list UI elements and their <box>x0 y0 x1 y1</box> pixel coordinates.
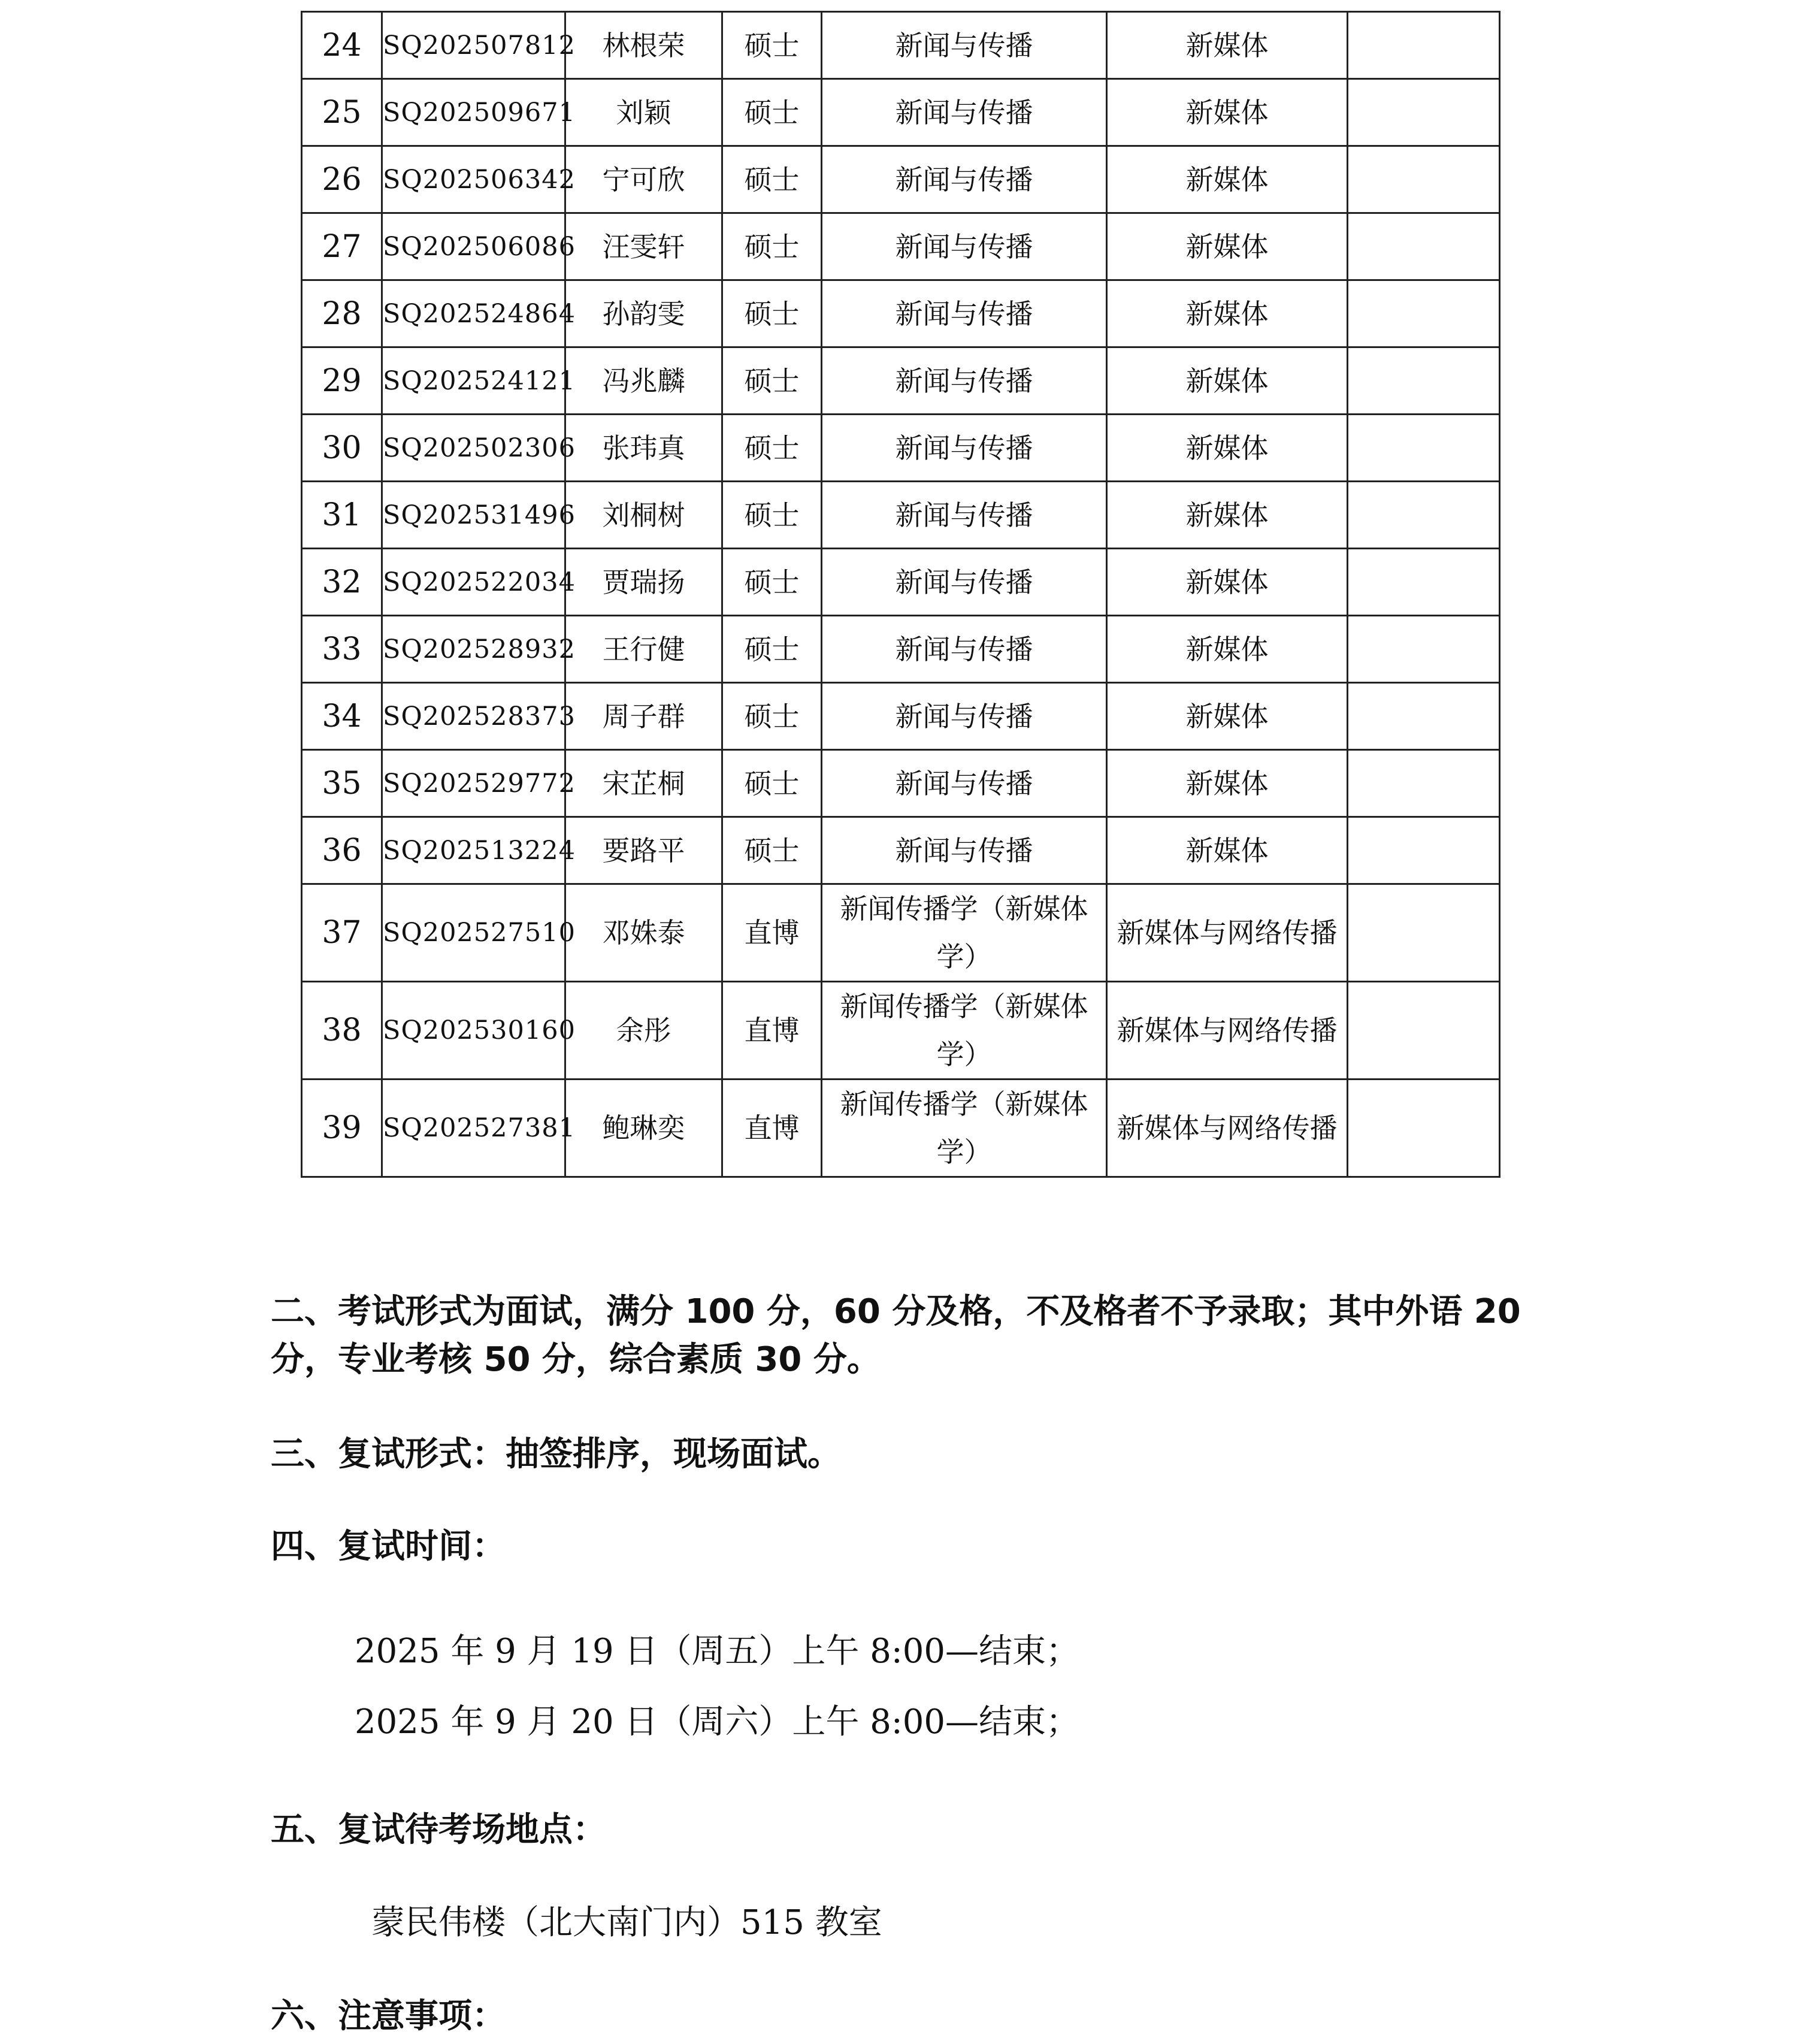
exam-format-text: 二、考试形式为面试，满分 100 分，60 分及格，不及格者不予录取；其中外语 20 分，专业考核 50 分，综合素质 30 分。 <box>271 1292 1533 1379</box>
cell-degree-type: 硕士 <box>722 750 822 817</box>
cell-name: 冯兆麟 <box>565 347 722 415</box>
table-row <box>302 347 1500 415</box>
cell-direction: 新媒体 <box>1107 280 1348 347</box>
cell-direction: 新媒体 <box>1107 683 1348 750</box>
cell-number: 32 <box>302 549 382 616</box>
cell-name: 宋芷桐 <box>565 750 722 817</box>
cell-direction: 新媒体 <box>1107 146 1348 213</box>
cell-applicant-id: SQ202524121 <box>382 347 565 415</box>
cell-number: 28 <box>302 280 382 347</box>
cell-number: 36 <box>302 817 382 884</box>
candidate-table-body <box>302 12 1500 1177</box>
cell-degree-type: 硕士 <box>722 683 822 750</box>
cell-degree-type: 硕士 <box>722 817 822 884</box>
table-row <box>302 982 1500 1080</box>
table-row <box>302 213 1500 280</box>
cell-degree-type: 硕士 <box>722 79 822 146</box>
table-row <box>302 482 1500 549</box>
cell-degree-type: 硕士 <box>722 549 822 616</box>
cell-program: 新闻传播学（新媒体学） <box>822 982 1107 1080</box>
cell-note <box>1348 884 1500 982</box>
notes-heading: 六、注意事项： <box>271 1997 506 2036</box>
cell-program: 新闻与传播 <box>822 750 1107 817</box>
cell-degree-type: 直博 <box>722 884 822 982</box>
candidate-table-container <box>301 11 1499 1178</box>
cell-note <box>1348 12 1500 79</box>
location-text: 蒙民伟楼（北大南门内）515 教室 <box>371 1903 882 1942</box>
cell-degree-type: 硕士 <box>722 12 822 79</box>
cell-applicant-id: SQ202522034 <box>382 549 565 616</box>
cell-number: 27 <box>302 213 382 280</box>
cell-note <box>1348 347 1500 415</box>
cell-number: 24 <box>302 12 382 79</box>
cell-applicant-id: SQ202506086 <box>382 213 565 280</box>
candidate-table <box>301 11 1500 1178</box>
cell-direction: 新媒体 <box>1107 347 1348 415</box>
cell-degree-type: 硕士 <box>722 213 822 280</box>
cell-direction: 新媒体 <box>1107 750 1348 817</box>
cell-name: 王行健 <box>565 616 722 683</box>
cell-program: 新闻与传播 <box>822 683 1107 750</box>
cell-name: 汪雯轩 <box>565 213 722 280</box>
cell-program: 新闻传播学（新媒体学） <box>822 884 1107 982</box>
cell-direction: 新媒体 <box>1107 213 1348 280</box>
cell-program: 新闻与传播 <box>822 347 1107 415</box>
table-row <box>302 884 1500 982</box>
cell-name: 要路平 <box>565 817 722 884</box>
cell-name: 刘桐树 <box>565 482 722 549</box>
cell-program: 新闻与传播 <box>822 12 1107 79</box>
cell-degree-type: 直博 <box>722 1080 822 1177</box>
cell-program: 新闻与传播 <box>822 415 1107 482</box>
cell-note <box>1348 817 1500 884</box>
cell-number: 35 <box>302 750 382 817</box>
retest-time-day2: 2025 年 9 月 20 日（周六）上午 8:00—结束； <box>355 1703 1079 1741</box>
table-row <box>302 280 1500 347</box>
table-row <box>302 683 1500 750</box>
cell-program: 新闻与传播 <box>822 213 1107 280</box>
table-row <box>302 1080 1500 1177</box>
cell-applicant-id: SQ202527510 <box>382 884 565 982</box>
table-row <box>302 12 1500 79</box>
cell-name: 林根荣 <box>565 12 722 79</box>
cell-applicant-id: SQ202502306 <box>382 415 565 482</box>
cell-name: 贾瑞扬 <box>565 549 722 616</box>
cell-direction: 新媒体与网络传播 <box>1107 982 1348 1080</box>
cell-applicant-id: SQ202530160 <box>382 982 565 1080</box>
cell-applicant-id: SQ202507812 <box>382 12 565 79</box>
cell-direction: 新媒体 <box>1107 79 1348 146</box>
cell-number: 26 <box>302 146 382 213</box>
cell-program: 新闻与传播 <box>822 616 1107 683</box>
cell-direction: 新媒体 <box>1107 12 1348 79</box>
cell-note <box>1348 982 1500 1080</box>
retest-time-day1: 2025 年 9 月 19 日（周五）上午 8:00—结束； <box>355 1632 1079 1671</box>
cell-note <box>1348 146 1500 213</box>
cell-number: 34 <box>302 683 382 750</box>
cell-degree-type: 硕士 <box>722 415 822 482</box>
retest-format-text: 三、复试形式：抽签排序，现场面试。 <box>271 1435 841 1474</box>
cell-applicant-id: SQ202528932 <box>382 616 565 683</box>
cell-program: 新闻与传播 <box>822 549 1107 616</box>
cell-note <box>1348 1080 1500 1177</box>
table-row <box>302 616 1500 683</box>
cell-name: 周子群 <box>565 683 722 750</box>
cell-name: 孙韵雯 <box>565 280 722 347</box>
table-row <box>302 549 1500 616</box>
cell-name: 鲍琳奕 <box>565 1080 722 1177</box>
cell-note <box>1348 79 1500 146</box>
cell-number: 37 <box>302 884 382 982</box>
cell-applicant-id: SQ202506342 <box>382 146 565 213</box>
cell-name: 刘颖 <box>565 79 722 146</box>
cell-note <box>1348 280 1500 347</box>
cell-direction: 新媒体 <box>1107 817 1348 884</box>
table-row <box>302 79 1500 146</box>
location-heading: 五、复试待考场地点： <box>271 1810 606 1849</box>
cell-direction: 新媒体 <box>1107 549 1348 616</box>
cell-name: 宁可欣 <box>565 146 722 213</box>
cell-applicant-id: SQ202527381 <box>382 1080 565 1177</box>
cell-note <box>1348 750 1500 817</box>
cell-note <box>1348 415 1500 482</box>
cell-degree-type: 硕士 <box>722 146 822 213</box>
cell-number: 33 <box>302 616 382 683</box>
cell-program: 新闻与传播 <box>822 482 1107 549</box>
cell-number: 30 <box>302 415 382 482</box>
table-row <box>302 415 1500 482</box>
table-row <box>302 146 1500 213</box>
cell-degree-type: 硕士 <box>722 616 822 683</box>
table-row <box>302 817 1500 884</box>
cell-number: 39 <box>302 1080 382 1177</box>
cell-note <box>1348 482 1500 549</box>
cell-degree-type: 硕士 <box>722 280 822 347</box>
cell-number: 31 <box>302 482 382 549</box>
cell-number: 25 <box>302 79 382 146</box>
cell-name: 张玮真 <box>565 415 722 482</box>
cell-applicant-id: SQ202528373 <box>382 683 565 750</box>
cell-applicant-id: SQ202531496 <box>382 482 565 549</box>
cell-direction: 新媒体 <box>1107 616 1348 683</box>
cell-program: 新闻与传播 <box>822 280 1107 347</box>
cell-degree-type: 直博 <box>722 982 822 1080</box>
cell-applicant-id: SQ202509671 <box>382 79 565 146</box>
cell-direction: 新媒体与网络传播 <box>1107 1080 1348 1177</box>
cell-program: 新闻传播学（新媒体学） <box>822 1080 1107 1177</box>
table-row <box>302 750 1500 817</box>
cell-name: 邓姝泰 <box>565 884 722 982</box>
cell-applicant-id: SQ202524864 <box>382 280 565 347</box>
cell-direction: 新媒体与网络传播 <box>1107 884 1348 982</box>
cell-applicant-id: SQ202513224 <box>382 817 565 884</box>
cell-program: 新闻与传播 <box>822 817 1107 884</box>
cell-note <box>1348 549 1500 616</box>
cell-program: 新闻与传播 <box>822 146 1107 213</box>
cell-number: 29 <box>302 347 382 415</box>
cell-program: 新闻与传播 <box>822 79 1107 146</box>
cell-name: 余彤 <box>565 982 722 1080</box>
cell-degree-type: 硕士 <box>722 482 822 549</box>
cell-degree-type: 硕士 <box>722 347 822 415</box>
retest-time-heading: 四、复试时间： <box>271 1527 506 1566</box>
cell-direction: 新媒体 <box>1107 415 1348 482</box>
cell-note <box>1348 616 1500 683</box>
cell-direction: 新媒体 <box>1107 482 1348 549</box>
cell-note <box>1348 213 1500 280</box>
cell-number: 38 <box>302 982 382 1080</box>
cell-note <box>1348 683 1500 750</box>
cell-applicant-id: SQ202529772 <box>382 750 565 817</box>
